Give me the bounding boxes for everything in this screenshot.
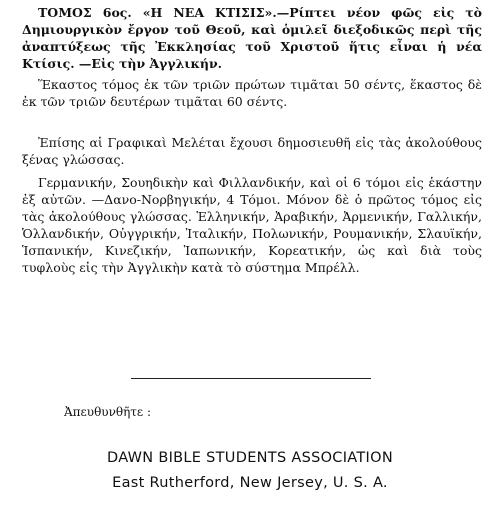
languages-intro-paragraph: Ἐπίσης αἱ Γραφικαὶ Μελέται ἔχουσι δημοσιευθῆ εἰς τὰς ἀκολούθους ξένας γλώσσας. (22, 135, 482, 167)
languages-list-paragraph: Γερμανικήν, Σουηδικὴν καὶ Φιλλανδικήν, καὶ οἱ 6 τόμοι εἰς ἑκάστην ἐξ αὐτῶν. —Δανο-Νορβηγικήν, 4 Τόμοι. Μόνον δὲ ὁ πρῶτος τόμος εἰς τὰς ἀκολούθους γλώσσας. Ἑλληνικήν, Ἀραβικήν, Ἀρμενικήν, Γαλλικήν, Ὁλλανδικήν, Οὐγγρικήν, Ἰταλικήν, Πολωνικήν, Ρουμανικήν, Σλαυϊκήν, Ἱσπανικήν, Κινεζικήν, Ἰαπωνικήν, Κορεατικήν, ὡς καὶ διὰ τοὺς τυφλοὺς εἰς τὴν Ἀγγλικὴν κατὰ τὸ σύστημα Μπρέλλ. (22, 175, 482, 275)
address-label: Ἀπευθυνθῆτε : (64, 405, 152, 419)
organization-name: DAWN BIBLE STUDENTS ASSOCIATION (107, 450, 393, 466)
section-divider (131, 378, 371, 379)
price-paragraph: Ἕκαστος τόμος ἐκ τῶν τριῶν πρώτων τιμᾶται 50 σέντς, ἕκαστος δὲ ἐκ τῶν τριῶν δευτέρων τιμᾶται 60 σέντς. (22, 77, 482, 109)
volume-title: ΤΟΜΟΣ 6ος. «Η ΝΕΑ ΚΤΙΣΙΣ». (38, 5, 277, 20)
intro-paragraph (22, 4, 482, 72)
organization-location: East Rutherford, New Jersey, U. S. A. (112, 475, 388, 491)
volume-description: —Ρίπτει νέον φῶς εἰς τὸ Δημιουργικὸν ἔργον τοῦ Θεοῦ, καὶ ὁμιλεῖ διεξοδικῶς περὶ τῆς ἀναπτύξεως τῆς Ἐκκλησίας τοῦ Χριστοῦ ἥτις εἶναι ἡ νέα Κτίσις. —Εἰς τὴν Ἀγγλικήν. (22, 5, 482, 71)
